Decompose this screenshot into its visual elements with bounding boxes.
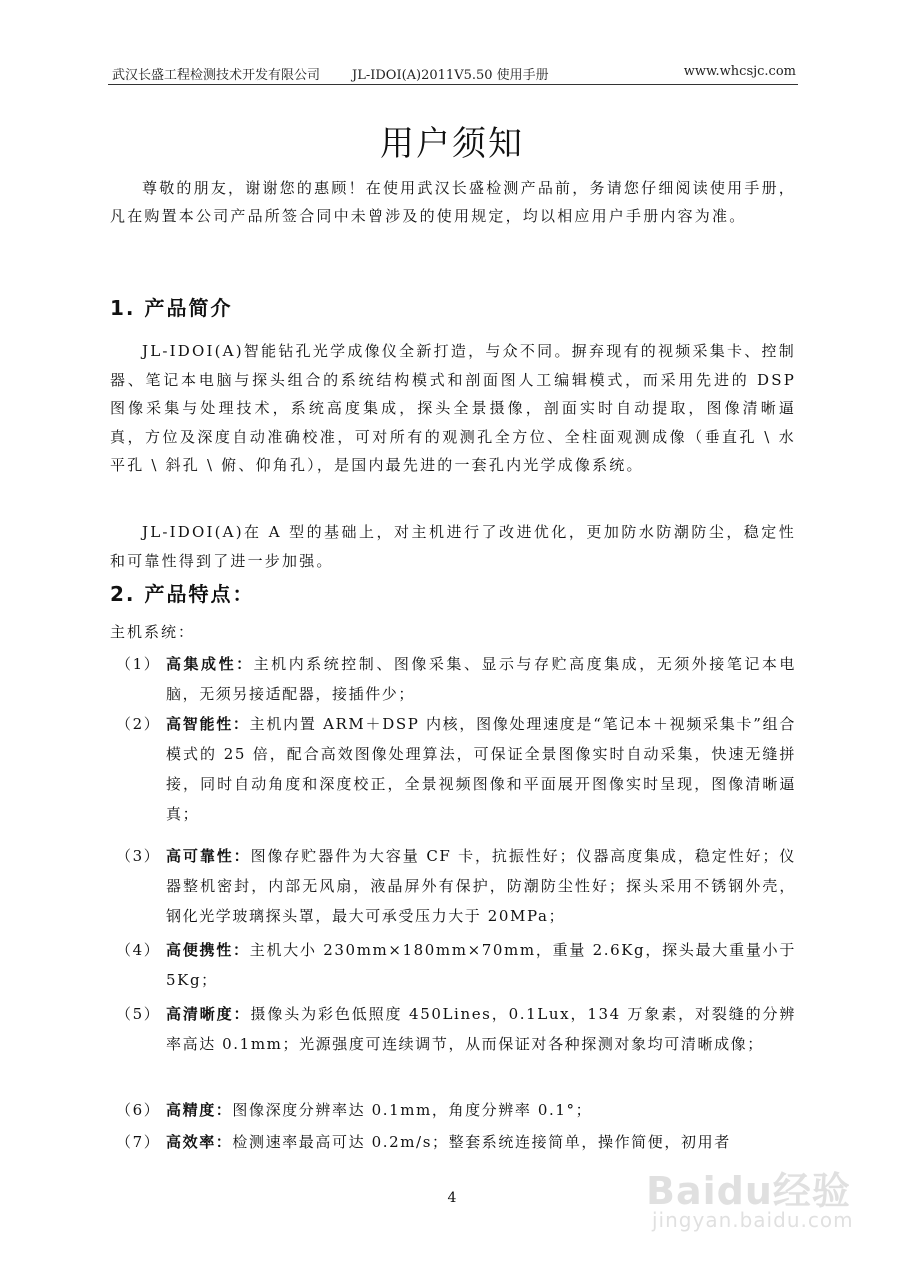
feature-number: （3） xyxy=(116,847,161,865)
feature-text: 主机内置 ARM＋DSP 内核，图像处理速度是“笔记本＋视频采集卡”组合模式的 25 倍，配合高效图像处理算法，可保证全景图像实时自动采集，快速无缝拼接，同时自动角度和深度校正，全景视频图像和平面展开图像实时呈现，图像清晰逼真； xyxy=(166,715,796,823)
feature-text: 主机内系统控制、图像采集、显示与存贮高度集成，无须外接笔记本电脑，无须另接适配器，接插件少； xyxy=(166,655,796,703)
intro-paragraph: 尊敬的朋友，谢谢您的惠顾！在使用武汉长盛检测产品前，务请您仔细阅读使用手册，凡在购置本公司产品所签合同中未曾涉及的使用规定，均以相应用户手册内容为准。 xyxy=(110,179,796,225)
feature-label: 高精度： xyxy=(166,1101,233,1119)
section-heading-intro: 1. 产品简介 xyxy=(110,296,233,320)
feature-label: 高效率： xyxy=(166,1133,233,1151)
product-intro-paragraph-2: JL-IDOI(A)在 A 型的基础上，对主机进行了改进优化，更加防水防潮防尘，稳定性和可靠性得到了进一步加强。 xyxy=(110,523,796,570)
watermark-url: jingyan.baidu.com xyxy=(652,1208,854,1232)
page-title: 用户须知 xyxy=(380,124,524,164)
feature-text: 主机大小 230mm×180mm×70mm，重量 2.6Kg，探头最大重量小于 5Kg； xyxy=(166,941,796,989)
feature-item xyxy=(110,649,796,709)
header-url: www.whcsjc.com xyxy=(683,64,796,79)
feature-label: 高集成性： xyxy=(166,655,254,673)
feature-number: （4） xyxy=(116,941,161,959)
product-intro-paragraph-1: JL-IDOI(A)智能钻孔光学成像仪全新打造，与众不同。摒弃现有的视频采集卡、控制器、笔记本电脑与探头组合的系统结构模式和剖面图人工编辑模式，而采用先进的 DSP 图像采集与处理技术，系统高度集成，探头全景摄像，剖面实时自动提取，图像清晰逼真，方位及深度自动准确校准，可对所有的观测孔全方位、全柱面观测成像（垂直孔 \ 水平孔 \ 斜孔 \ 俯、仰角孔），是国内最先进的一套孔内光学成像系统。 xyxy=(110,342,796,475)
feature-label: 高可靠性： xyxy=(166,847,251,865)
feature-number: （7） xyxy=(116,1133,161,1151)
page-number: 4 xyxy=(447,1190,457,1206)
feature-item xyxy=(110,999,796,1059)
feature-item xyxy=(110,1095,796,1125)
header-manual-title: JL-IDOI(A)2011V5.50 使用手册 xyxy=(352,68,549,83)
feature-item xyxy=(110,1127,796,1157)
feature-number: （2） xyxy=(116,715,161,733)
feature-item xyxy=(110,709,796,829)
baidu-watermark xyxy=(640,1160,860,1270)
section-heading-features: 2. 产品特点： xyxy=(110,582,255,606)
feature-number: （1） xyxy=(116,655,161,673)
feature-text: 摄像头为彩色低照度 450Lines，0.1Lux，134 万象素，对裂缝的分辨率高达 0.1mm；光源强度可连续调节，从而保证对各种探测对象均可清晰成像； xyxy=(166,1005,796,1053)
feature-item xyxy=(110,841,796,931)
feature-label: 高清晰度： xyxy=(166,1005,251,1023)
feature-label: 高便携性： xyxy=(166,941,250,959)
feature-label: 高智能性： xyxy=(166,715,250,733)
feature-number: （6） xyxy=(116,1101,161,1119)
watermark-logo: Baidu经验 xyxy=(646,1169,851,1213)
host-system-label: 主机系统： xyxy=(110,623,196,641)
feature-text: 图像存贮器件为大容量 CF 卡，抗振性好；仪器高度集成，稳定性好；仪器整机密封，内部无风扇，液晶屏外有保护，防潮防尘性好；探头采用不锈钢外壳，钢化光学玻璃探头罩，最大可承受压力大于 20MPa； xyxy=(166,847,796,925)
feature-text: 图像深度分辨率达 0.1mm，角度分辨率 0.1°； xyxy=(232,1101,593,1119)
feature-number: （5） xyxy=(116,1005,161,1023)
feature-text: 检测速率最高可达 0.2m/s；整套系统连接简单，操作简便，初用者 xyxy=(232,1133,731,1151)
feature-item xyxy=(110,935,796,995)
header-divider xyxy=(108,84,798,85)
header-company: 武汉长盛工程检测技术开发有限公司 xyxy=(112,68,321,83)
